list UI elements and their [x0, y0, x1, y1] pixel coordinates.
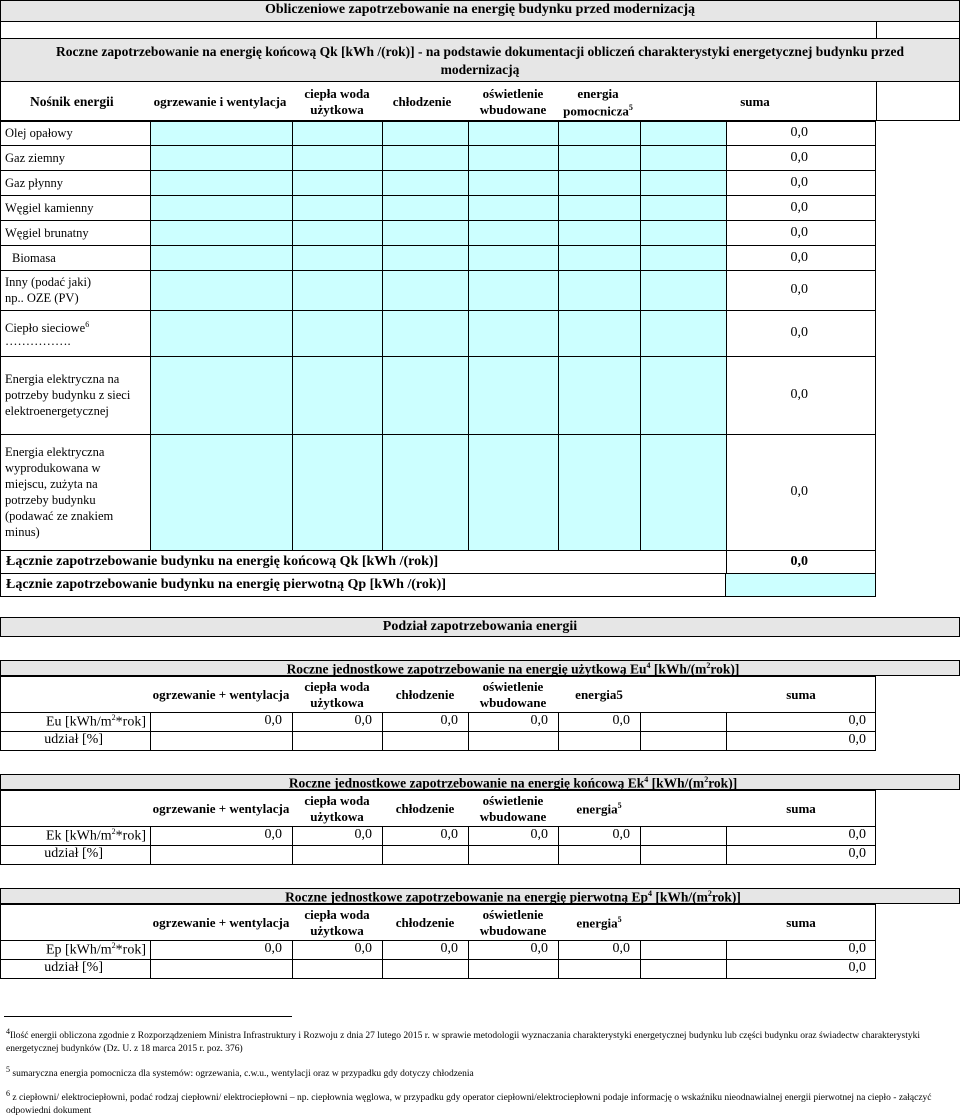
energy-input-cell[interactable] — [150, 195, 293, 221]
col-cwu-1: ciepła woda — [304, 86, 370, 101]
energy-input-cell[interactable] — [558, 310, 641, 357]
energy-row-label: np.. OZE (PV) — [5, 291, 79, 305]
energy-input-cell[interactable] — [292, 145, 383, 171]
energy-row-label: Węgiel kamienny — [5, 200, 94, 215]
energy-row-sum: 0,0 — [790, 325, 808, 340]
energy-input-cell[interactable] — [468, 195, 559, 221]
energy-row-sum: 0,0 — [790, 282, 808, 297]
energy-input-cell[interactable] — [640, 356, 727, 435]
eu-col-ogrz: ogrzewanie + wentylacja — [152, 687, 290, 702]
eu-udzial-value: 0,0 — [848, 732, 866, 747]
col-cwu-2: użytkowa — [310, 102, 364, 117]
energy-row-label: Biomasa — [12, 250, 56, 265]
ep-row-label: Ep $[kWh/m^2*rok]$ — [45, 941, 146, 958]
eu-value-cell: 0,0 — [848, 713, 866, 728]
ek-col-osw-2: wbudowane — [479, 809, 547, 824]
energy-input-cell[interactable] — [292, 310, 383, 357]
energy-row-label: Węgiel brunatny — [5, 225, 89, 240]
energy-input-cell[interactable] — [558, 245, 641, 271]
ek-value-cell: 0,0 — [612, 827, 630, 842]
ek-col-chl: chłodzenie — [395, 801, 455, 816]
energy-input-cell[interactable] — [640, 170, 727, 196]
footnote-4: $^4$Ilość energii obliczona zgodnie z Rozporządzeniem Ministra Infrastruktury i Rozwoju z dnia 27 lutego 2015 r. w sprawie metodologii wyznaczania charakterystyki energetycznej budynku lub części budynku oraz świadectw charakterystyki energetycznej budynków (Dz. U. z 18 marca 2015 r. poz. 376) — [6, 1027, 921, 1055]
energy-input-cell[interactable] — [558, 220, 641, 246]
col-ogrz: ogrzewanie i wentylacja — [153, 94, 287, 109]
energy-input-cell[interactable] — [468, 145, 559, 171]
energy-input-cell[interactable] — [382, 310, 469, 357]
energy-input-cell[interactable] — [150, 170, 293, 196]
ep-col-cwu-1: ciepła woda — [304, 907, 370, 922]
ek-title: Roczne jednostkowe zapotrzebowanie na energię końcową Ek$^4$ $[kWh/(m^2rok)]$ — [288, 775, 738, 791]
energy-input-cell[interactable] — [382, 220, 469, 246]
ek-value-cell: 0,0 — [848, 827, 866, 842]
energy-row-label: Gaz ziemny — [5, 150, 66, 165]
eu-udzial-label: udział [%] — [44, 732, 103, 747]
energy-row-sum: 0,0 — [790, 387, 808, 402]
energy-input-cell[interactable] — [292, 170, 383, 196]
energy-input-cell[interactable] — [150, 356, 293, 435]
eu-value-cell: 0,0 — [440, 713, 458, 728]
ek-value-cell: 0,0 — [440, 827, 458, 842]
energy-row-label: Inny (podać jaki) — [5, 275, 92, 289]
energy-row-sum: 0,0 — [790, 125, 808, 140]
ep-col-energia: energia$^5$ — [576, 915, 622, 931]
energy-input-cell[interactable] — [640, 434, 727, 551]
col-chl: chłodzenie — [392, 94, 452, 109]
energy-input-cell[interactable] — [292, 195, 383, 221]
col-osw-2: wbudowane — [479, 102, 547, 117]
energy-input-cell[interactable] — [468, 245, 559, 271]
energy-row-label: (podawać ze znakiem — [5, 509, 114, 523]
energy-input-cell[interactable] — [150, 121, 293, 146]
energy-input-cell[interactable] — [150, 434, 293, 551]
eu-col-cwu-2: użytkowa — [310, 695, 364, 710]
eu-udzial-row — [0, 731, 876, 751]
energy-input-cell[interactable] — [468, 356, 559, 435]
ep-col-ogrz: ogrzewanie + wentylacja — [152, 915, 290, 930]
energy-input-cell[interactable] — [640, 310, 727, 357]
energy-input-cell[interactable] — [292, 245, 383, 271]
energy-input-cell[interactable] — [150, 145, 293, 171]
energy-row-label: wyprodukowana w — [5, 461, 101, 475]
energy-row-label: ……………. — [5, 334, 71, 348]
energy-input-cell[interactable] — [558, 356, 641, 435]
qk-heading-line1: Roczne zapotrzebowanie na energię końcową Qk [kWh /(rok)] - na podstawie dokumentacji obliczeń charakterystyki energetycznej budynku przed — [56, 44, 904, 59]
total-qk-value: 0,0 — [790, 554, 808, 569]
ep-col-chl: chłodzenie — [395, 915, 455, 930]
energy-input-cell[interactable] — [640, 195, 727, 221]
energy-row-label: Gaz płynny — [5, 175, 63, 190]
ek-udzial-label: udział [%] — [44, 846, 103, 861]
energy-input-cell[interactable] — [468, 121, 559, 146]
ek-udzial-row — [0, 845, 876, 865]
energy-input-cell[interactable] — [382, 121, 469, 146]
energy-input-cell[interactable] — [292, 270, 383, 311]
ek-col-ogrz: ogrzewanie + wentylacja — [152, 801, 290, 816]
ek-col-energia: energia$^5$ — [576, 801, 622, 817]
eu-col-osw-1: oświetlenie — [482, 679, 544, 694]
energy-input-cell[interactable] — [640, 145, 727, 171]
energy-row-label: elektroenergetycznej — [5, 404, 109, 418]
energy-input-cell[interactable] — [150, 310, 293, 357]
energy-input-cell[interactable] — [468, 270, 559, 311]
energy-row-label: miejscu, zużyta na — [5, 477, 98, 491]
ek-value-cell: 0,0 — [530, 827, 548, 842]
ek-row-label: Ek $[kWh/m^2*rok]$ — [45, 827, 146, 844]
ek-col-cwu-1: ciepła woda — [304, 793, 370, 808]
eu-value-cell: 0,0 — [354, 713, 372, 728]
energy-row-label: Olej opałowy — [5, 126, 73, 140]
ep-value-cell: 0,0 — [612, 941, 630, 956]
energy-row-sum: 0,0 — [790, 199, 808, 215]
energy-input-cell[interactable] — [382, 245, 469, 271]
energy-input-cell[interactable] — [382, 195, 469, 221]
energy-input-cell[interactable] — [150, 270, 293, 311]
eu-value-cell: 0,0 — [612, 713, 630, 728]
energy-input-cell[interactable] — [382, 270, 469, 311]
ek-value-cell: 0,0 — [354, 827, 372, 842]
energy-input-cell[interactable] — [382, 145, 469, 171]
energy-input-cell[interactable] — [382, 356, 469, 435]
col-pom-1: energia — [577, 86, 619, 101]
spacer-row — [0, 21, 960, 39]
energy-input-cell[interactable] — [640, 220, 727, 246]
ep-udzial-label: udział [%] — [44, 960, 103, 975]
energy-input-cell[interactable] — [558, 434, 641, 551]
total-qp-label: Łącznie zapotrzebowanie budynku na energię pierwotną Qp [kWh /(rok)] — [6, 577, 446, 592]
ep-value-cell: 0,0 — [264, 941, 282, 956]
energy-row-label: potrzeby budynku z sieci — [5, 388, 131, 402]
energy-input-cell[interactable] — [558, 170, 641, 196]
ep-value-cell: 0,0 — [440, 941, 458, 956]
eu-col-osw-2: wbudowane — [479, 695, 547, 710]
energy-row-label: Energia elektryczna — [5, 445, 105, 459]
ep-value-cell: 0,0 — [354, 941, 372, 956]
energy-input-cell[interactable] — [468, 170, 559, 196]
energy-row-label: minus) — [5, 525, 40, 539]
ep-col-osw-1: oświetlenie — [482, 907, 544, 922]
ek-value-cell: 0,0 — [264, 827, 282, 842]
ep-col-suma: suma — [786, 915, 816, 930]
energy-row-sum: 0,0 — [790, 249, 808, 265]
eu-col-cwu-1: ciepła woda — [304, 679, 370, 694]
energy-input-cell[interactable] — [292, 220, 383, 246]
col-osw-1: oświetlenie — [482, 86, 544, 101]
ek-udzial-value: 0,0 — [848, 846, 866, 861]
ep-udzial-value: 0,0 — [848, 960, 866, 975]
energy-row-sum: 0,0 — [790, 224, 808, 240]
eu-value-cell: 0,0 — [530, 713, 548, 728]
ep-value-cell: 0,0 — [530, 941, 548, 956]
eu-col-chl: chłodzenie — [395, 687, 455, 702]
energy-input-cell[interactable] — [468, 310, 559, 357]
footnote-6: $^6$ z ciepłowni/ elektrociepłowni, podać rodzaj ciepłowni/ elektrociepłowni – np. ciepłownia węglowa, w przypadku gdy operator ciepłowni/elektrociepłowni podaje informację o wskaźniku nieodnawialnej energii pierwotnej na ciepło - załączyć odpowiedni dokument — [6, 1089, 932, 1117]
ep-col-cwu-2: użytkowa — [310, 923, 364, 938]
energy-input-cell[interactable] — [468, 434, 559, 551]
eu-title: Roczne jednostkowe zapotrzebowanie na energię użytkową Eu$^4$ $[kWh/(m^2rok)]$ — [286, 661, 740, 677]
energy-row-label: Ciepło sieciowe$^6$ — [5, 320, 90, 336]
energy-input-cell[interactable] — [468, 220, 559, 246]
total-qp-value-field[interactable] — [725, 573, 876, 597]
energy-input-cell[interactable] — [640, 245, 727, 271]
eu-col-energia: energia5 — [575, 687, 623, 702]
energy-row-sum: 0,0 — [790, 484, 808, 499]
energy-row-sum: 0,0 — [790, 174, 808, 190]
col-pom-2: pomocnicza$^5$ — [563, 103, 633, 119]
ep-value-cell: 0,0 — [848, 941, 866, 956]
eu-value-cell: 0,0 — [264, 713, 282, 728]
energy-input-cell[interactable] — [150, 245, 293, 271]
energy-input-cell[interactable] — [640, 270, 727, 311]
podzial-title: Podział zapotrzebowania energii — [382, 619, 578, 634]
energy-input-cell[interactable] — [558, 270, 641, 311]
ek-col-suma: suma — [786, 801, 816, 816]
col-suma: suma — [740, 94, 770, 109]
qk-heading-line2: modernizacją — [440, 62, 520, 77]
energy-input-cell[interactable] — [558, 121, 641, 146]
footnote-5: $^5$ sumaryczna energia pomocnicza dla systemów: ogrzewania, c.w.u., wentylacji oraz w przypadku gdy dotyczy chłodzenia — [6, 1065, 474, 1080]
energy-input-cell[interactable] — [150, 220, 293, 246]
ep-col-osw-2: wbudowane — [479, 923, 547, 938]
total-qk-label: Łącznie zapotrzebowanie budynku na energię końcową Qk [kWh /(rok)] — [6, 554, 439, 569]
eu-row-label: Eu $[kWh/m^2*rok]$ — [45, 713, 146, 730]
energy-input-cell[interactable] — [382, 170, 469, 196]
energy-row-sum: 0,0 — [790, 149, 808, 165]
energy-input-cell[interactable] — [558, 145, 641, 171]
page-title: Obliczeniowe zapotrzebowanie na energię budynku przed modernizacją — [264, 2, 696, 17]
energy-input-cell[interactable] — [292, 356, 383, 435]
energy-input-cell[interactable] — [640, 121, 727, 146]
eu-col-suma: suma — [786, 687, 816, 702]
energy-row-label: Energia elektryczna na — [5, 372, 120, 386]
ek-col-cwu-2: użytkowa — [310, 809, 364, 824]
col-nosnik: Nośnik energii — [30, 94, 114, 109]
energy-input-cell[interactable] — [292, 121, 383, 146]
ek-col-osw-1: oświetlenie — [482, 793, 544, 808]
energy-row-label: potrzeby budynku — [5, 493, 96, 507]
energy-input-cell[interactable] — [558, 195, 641, 221]
energy-input-cell[interactable] — [292, 434, 383, 551]
ep-title: Roczne jednostkowe zapotrzebowanie na energię pierwotną Ep$^4$ $[kWh/(m^2rok)]$ — [285, 889, 741, 905]
ep-udzial-row — [0, 959, 876, 979]
energy-input-cell[interactable] — [382, 434, 469, 551]
